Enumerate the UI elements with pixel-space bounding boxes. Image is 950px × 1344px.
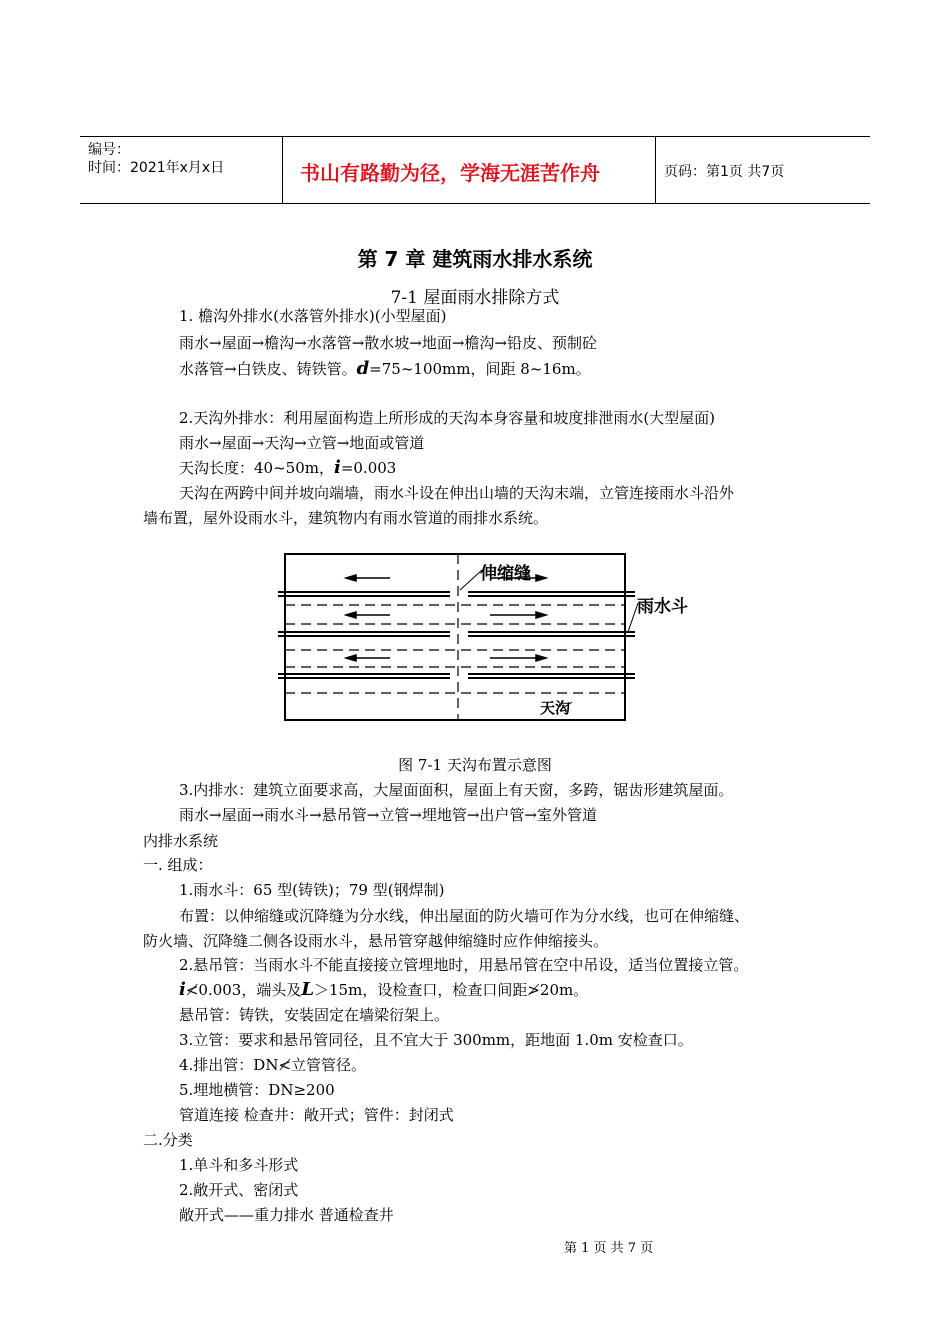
composition-hanging-material: 悬吊管：铸铁，安装固定在墙梁衍架上。 <box>179 1006 450 1024</box>
composition-hanging: 2.悬吊管：当雨水斗不能直接接立管埋地时，用悬吊管在空中吊设，适当位置接立管。 <box>179 956 749 974</box>
chapter-title: 第 7 章 建筑雨水排水系统 <box>357 247 593 271</box>
p1-pipe-line <box>179 359 591 379</box>
p1-flow: 雨水→屋面→檐沟→水落管→散水坡→地面→檐沟→铅皮、预制砼 <box>179 334 597 352</box>
p1-pipe-suffix: =75~100mm，间距 8~16m。 <box>369 360 591 378</box>
figure-caption: 图 7-1 天沟布置示意图 <box>398 756 552 774</box>
var-i: i <box>333 457 341 478</box>
figure-label-hopper: 雨水斗 <box>637 597 688 617</box>
header-motto: 书山有路勤为径，学海无涯苦作舟 <box>300 161 600 185</box>
p2-length-line <box>179 458 396 478</box>
header-divider-left <box>282 136 283 203</box>
flow-arrow <box>346 575 356 581</box>
header-number-label: 编号： <box>88 142 130 158</box>
p1-heading: 1. 檐沟外排水(水落管外排水)(小型屋面) <box>179 307 447 325</box>
flow-arrow <box>536 575 546 581</box>
composition-title: 一. 组成： <box>143 856 213 874</box>
var-L: L <box>301 979 315 1000</box>
p2-desc-line1: 天沟在两跨中间并坡向端墙，雨水斗设在伸出山墙的天沟末端，立管连接雨水斗沿外 <box>179 484 735 502</box>
p3-heading: 3.内排水：建筑立面要求高，大屋面面积，屋面上有天窗，多跨，锯齿形建筑屋面。 <box>179 781 734 799</box>
system-title: 内排水系统 <box>143 832 219 850</box>
composition-layout-line2: 防火墙、沉降缝二侧各设雨水斗，悬吊管穿越伸缩缝时应作伸缩接头。 <box>143 932 609 950</box>
p2-length-prefix: 天沟长度：40~50m， <box>179 459 334 477</box>
section-title: 7-1 屋面雨水排除方式 <box>390 288 560 308</box>
composition-buried: 5.埋地横管：DN≥200 <box>179 1081 335 1099</box>
header-page-info: 页码：第1页 共7页 <box>664 164 785 180</box>
var-i-slope: i <box>179 979 186 1000</box>
composition-outlet: 4.排出管：DN≮立管管径。 <box>179 1056 367 1074</box>
classification-item1: 1.单斗和多斗形式 <box>179 1156 299 1174</box>
header-top-border <box>80 136 870 137</box>
p2-heading: 2.天沟外排水：利用屋面构造上所形成的天沟本身容量和坡度排泄雨水(大型屋面) <box>179 409 716 427</box>
classification-item3: 敞开式——重力排水 普通检查井 <box>179 1206 394 1224</box>
composition-connection: 管道连接 检查井：敞开式；管件：封闭式 <box>179 1106 454 1124</box>
header-time-label: 时间：2021年x月x日 <box>88 160 225 176</box>
composition-layout-line1: 布置：以伸缩缝或沉降缝为分水线，伸出屋面的防火墙可作为分水线，也可在伸缩缝、 <box>179 907 750 925</box>
p2-desc-line2: 墙布置，屋外设雨水斗，建筑物内有雨水管道的雨排水系统。 <box>143 509 549 527</box>
slope-suffix: ＞15m，设检查口，检查口间距≯20m。 <box>314 981 589 999</box>
composition-slope-line <box>179 980 588 1000</box>
classification-item2: 2.敞开式、密闭式 <box>179 1181 299 1199</box>
composition-riser: 3.立管：要求和悬吊管同径，且不宜大于 300mm，距地面 1.0m 安检查口。 <box>179 1031 693 1049</box>
var-d: d <box>356 358 370 379</box>
slope-mid: ≮0.003，端头及 <box>185 981 302 999</box>
page-footer: 第 1 页 共 7 页 <box>564 1241 654 1256</box>
flow-arrow <box>346 655 356 661</box>
header-bottom-border <box>80 203 870 204</box>
flow-arrow <box>536 612 546 618</box>
p2-flow: 雨水→屋面→天沟→立管→地面或管道 <box>179 434 425 452</box>
flow-arrow <box>346 612 356 618</box>
header-divider-right <box>655 136 656 203</box>
composition-hopper: 1.雨水斗：65 型(铸铁)；79 型(钢焊制) <box>179 881 445 899</box>
figure-label-gutter: 天沟 <box>540 699 571 717</box>
p1-pipe-prefix: 水落管→白铁皮、铸铁管。 <box>179 360 357 378</box>
flow-arrow <box>536 655 546 661</box>
p3-flow: 雨水→屋面→雨水斗→悬吊管→立管→埋地管→出户管→室外管道 <box>179 806 597 824</box>
classification-title: 二.分类 <box>143 1131 193 1149</box>
figure-label-joint: 伸缩缝 <box>480 564 531 584</box>
p2-length-suffix: =0.003 <box>340 459 397 477</box>
